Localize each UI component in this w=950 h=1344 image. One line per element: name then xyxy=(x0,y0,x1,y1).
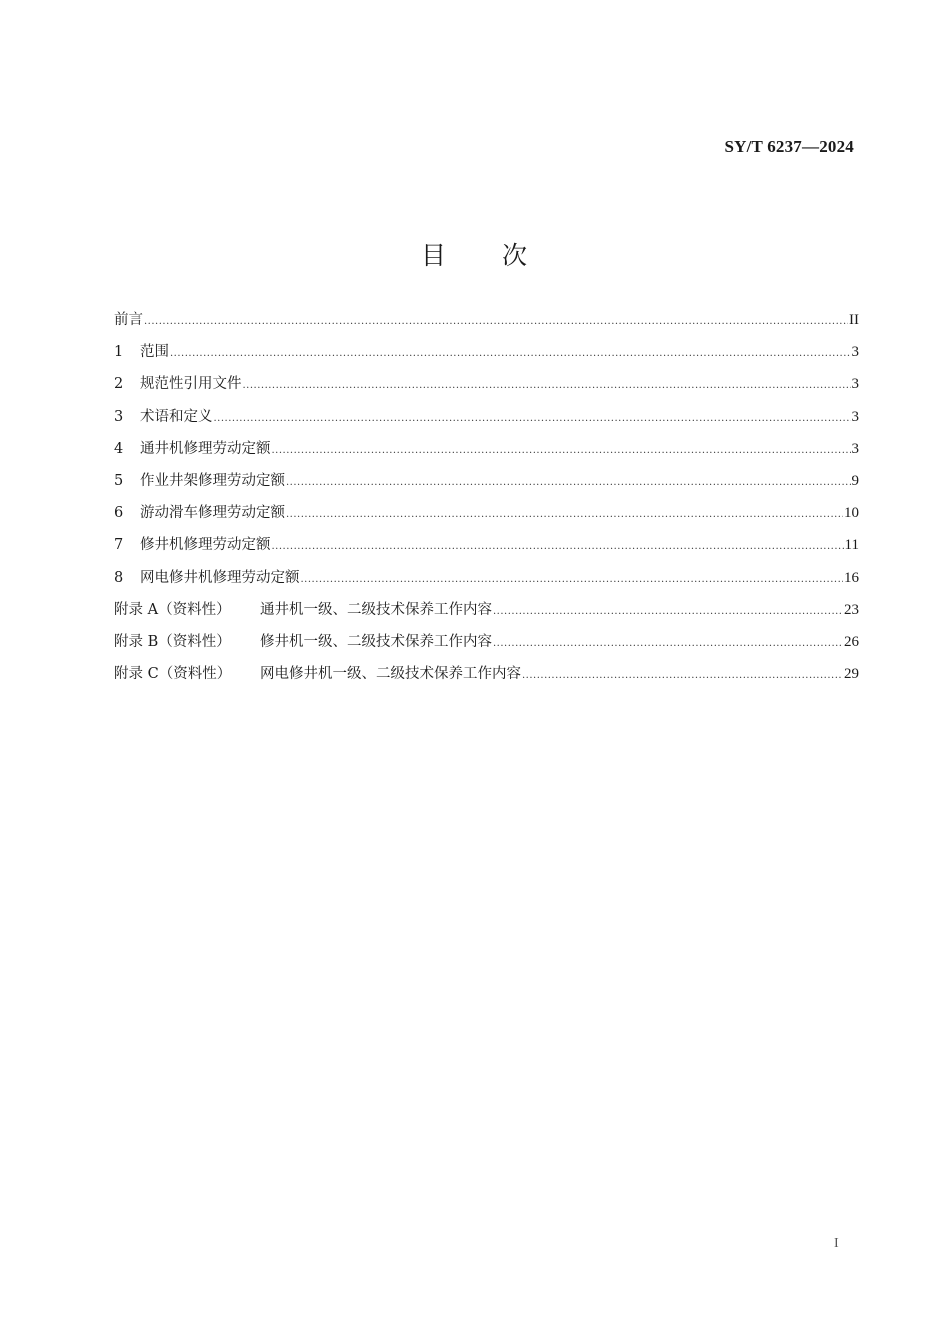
toc-entry-appendix-a[interactable] xyxy=(114,598,859,630)
toc-page-number: 11 xyxy=(844,537,859,554)
title-part-2: 次 xyxy=(502,241,530,270)
dot-leader xyxy=(214,407,851,431)
dot-leader xyxy=(301,568,844,592)
toc-number: 6 xyxy=(114,505,124,522)
toc-page-number: 3 xyxy=(851,376,859,393)
toc-number: 4 xyxy=(114,440,124,457)
toc-number: 7 xyxy=(114,537,124,554)
toc-label: 规范性引用文件 xyxy=(140,376,242,393)
toc-page-number: 3 xyxy=(851,408,859,425)
toc-label: 术语和定义 xyxy=(140,408,213,425)
dot-leader xyxy=(144,310,848,334)
toc-page-number: 16 xyxy=(844,569,859,586)
toc-appendix-prefix: 附录 B（资料性） xyxy=(114,633,231,650)
dot-leader xyxy=(272,535,844,559)
toc-entry-1[interactable] xyxy=(114,340,859,372)
toc-label: 作业井架修理劳动定额 xyxy=(140,472,285,489)
toc-number: 8 xyxy=(114,569,124,586)
toc-entry-3[interactable] xyxy=(114,405,859,437)
toc-page-number: 9 xyxy=(851,472,859,489)
toc-entry-7[interactable] xyxy=(114,533,859,565)
toc-label: 游动滑车修理劳动定额 xyxy=(140,505,285,522)
dot-leader xyxy=(286,503,843,527)
toc-label: 通井机一级、二级技术保养工作内容 xyxy=(260,601,492,618)
toc-label: 网电修井机一级、二级技术保养工作内容 xyxy=(260,666,521,683)
toc-appendix-prefix: 附录 A（资料性） xyxy=(114,601,231,618)
toc-page-number: 26 xyxy=(844,633,859,650)
dot-leader xyxy=(286,471,851,495)
toc-number: 3 xyxy=(114,408,124,425)
dot-leader xyxy=(243,374,851,398)
dot-leader xyxy=(272,439,851,463)
toc-number: 2 xyxy=(114,376,124,393)
toc-entry-4[interactable] xyxy=(114,437,859,469)
title-part-1: 目 xyxy=(420,241,448,270)
toc-appendix-prefix: 附录 C（资料性） xyxy=(114,666,232,683)
standard-number: SY/T 6237—2024 xyxy=(724,137,854,156)
toc-label: 修井机修理劳动定额 xyxy=(140,537,271,554)
toc-page-number: 29 xyxy=(844,666,859,683)
toc-page-number: 10 xyxy=(844,505,859,522)
toc-page-number: 3 xyxy=(851,344,859,361)
toc-page-number: 23 xyxy=(844,601,859,618)
toc-entry-5[interactable] xyxy=(114,469,859,501)
toc-label: 修井机一级、二级技术保养工作内容 xyxy=(260,633,492,650)
page-number: I xyxy=(834,1236,839,1251)
dot-leader xyxy=(493,632,843,656)
toc-label: 通井机修理劳动定额 xyxy=(140,440,271,457)
toc-entry-8[interactable] xyxy=(114,566,859,598)
toc-entry-2[interactable] xyxy=(114,372,859,404)
toc-label: 网电修井机修理劳动定额 xyxy=(140,569,300,586)
toc-entry-appendix-b[interactable] xyxy=(114,630,859,662)
toc-page-number: 3 xyxy=(851,440,859,457)
toc-label: 范围 xyxy=(140,344,169,361)
toc-number: 1 xyxy=(114,344,124,361)
dot-leader xyxy=(170,342,851,366)
page-title xyxy=(0,236,950,272)
dot-leader xyxy=(522,664,843,688)
toc-number: 5 xyxy=(114,472,124,489)
toc-page-number: II xyxy=(849,312,859,328)
toc-entry-foreword[interactable] xyxy=(114,308,859,340)
toc-entry-6[interactable] xyxy=(114,501,859,533)
toc-entry-appendix-c[interactable] xyxy=(114,662,859,694)
dot-leader xyxy=(493,600,843,624)
toc-label: 前言 xyxy=(114,312,143,328)
table-of-contents xyxy=(114,308,859,694)
